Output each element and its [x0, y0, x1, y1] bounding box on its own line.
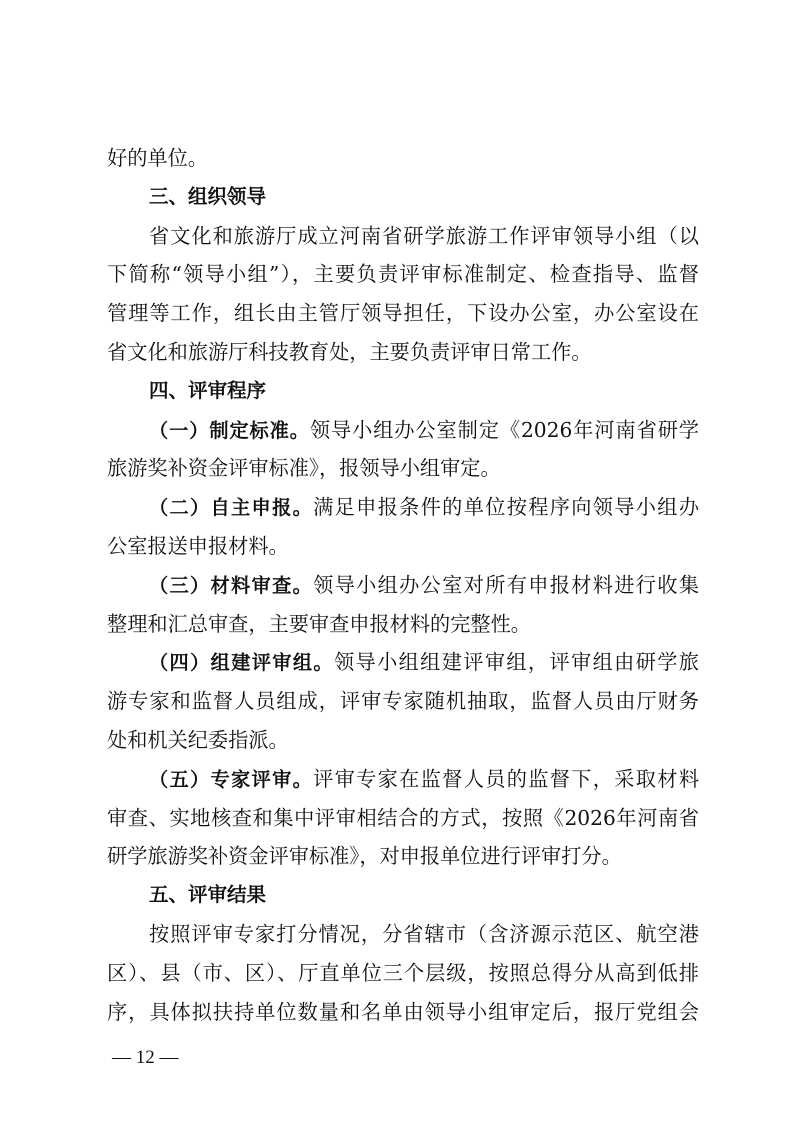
- paragraph-line: 省文化和旅游厅成立河南省研学旅游工作评审领导小组（以: [149, 223, 699, 248]
- paragraph-line: 公室报送申报材料。: [107, 533, 289, 558]
- item-label: （二）自主申报。: [149, 496, 314, 520]
- procedure-item-4: [107, 643, 699, 682]
- paragraph-line: 序，具体拟扶持单位数量和名单由领导小组审定后，报厅党组会: [107, 999, 699, 1024]
- paragraph-line: 研学旅游奖补资金评审标准》，对申报单位进行评审打分。: [107, 844, 622, 869]
- procedure-item-2: [107, 488, 699, 527]
- paragraph-line: 省文化和旅游厅科技教育处，主要负责评审日常工作。: [107, 339, 592, 364]
- paragraph-line: 处和机关纪委指派。: [107, 727, 289, 752]
- paragraph-line: 旅游奖补资金评审标准》，报领导小组审定。: [107, 456, 501, 481]
- procedure-item-3: [107, 566, 699, 605]
- item-text: 领导小组办公室制定《2026年河南省研学: [309, 417, 699, 442]
- item-text: 满足申报条件的单位按程序向领导小组办: [313, 495, 700, 520]
- paragraph-line: 下简称“领导小组”），主要负责评审标准制定、检查指导、监督: [107, 262, 699, 287]
- paragraph-line: 按照评审专家打分情况，分省辖市（含济源示范区、航空港: [149, 921, 699, 946]
- page-number: — 12 —: [112, 1047, 179, 1068]
- item-label: （五）专家评审。: [149, 767, 314, 791]
- paragraph-line: 好的单位。: [107, 146, 208, 170]
- paragraph-line: 整理和汇总审查，主要审查申报材料的完整性。: [107, 611, 531, 636]
- procedure-item-5: [107, 760, 699, 799]
- paragraph-line: 游专家和监督人员组成，评审专家随机抽取，监督人员由厅财务: [107, 689, 699, 714]
- section-heading-organization: 三、组织领导: [149, 184, 267, 208]
- item-text: 评审专家在监督人员的监督下，采取材料: [313, 766, 700, 791]
- item-label: （四）组建评审组。: [149, 651, 334, 675]
- item-text: 领导小组组建评审组，评审组由研学旅: [333, 650, 699, 675]
- item-label: （一）制定标准。: [149, 418, 310, 442]
- section-heading-results: 五、评审结果: [149, 883, 267, 907]
- paragraph-line: 区）、县（市、区）、厅直单位三个层级，按照总得分从高到低排: [107, 960, 699, 985]
- procedure-item-1: [107, 411, 699, 450]
- paragraph-line: 审查、实地核查和集中评审相结合的方式，按照《2026年河南省: [107, 805, 699, 830]
- item-text: 领导小组办公室对所有申报材料进行收集: [313, 572, 700, 597]
- paragraph-line: 管理等工作，组长由主管厅领导担任，下设办公室，办公室设在: [107, 301, 699, 326]
- item-label: （三）材料审查。: [149, 573, 314, 597]
- section-heading-procedure: 四、评审程序: [149, 378, 267, 402]
- document-page: [107, 139, 699, 1031]
